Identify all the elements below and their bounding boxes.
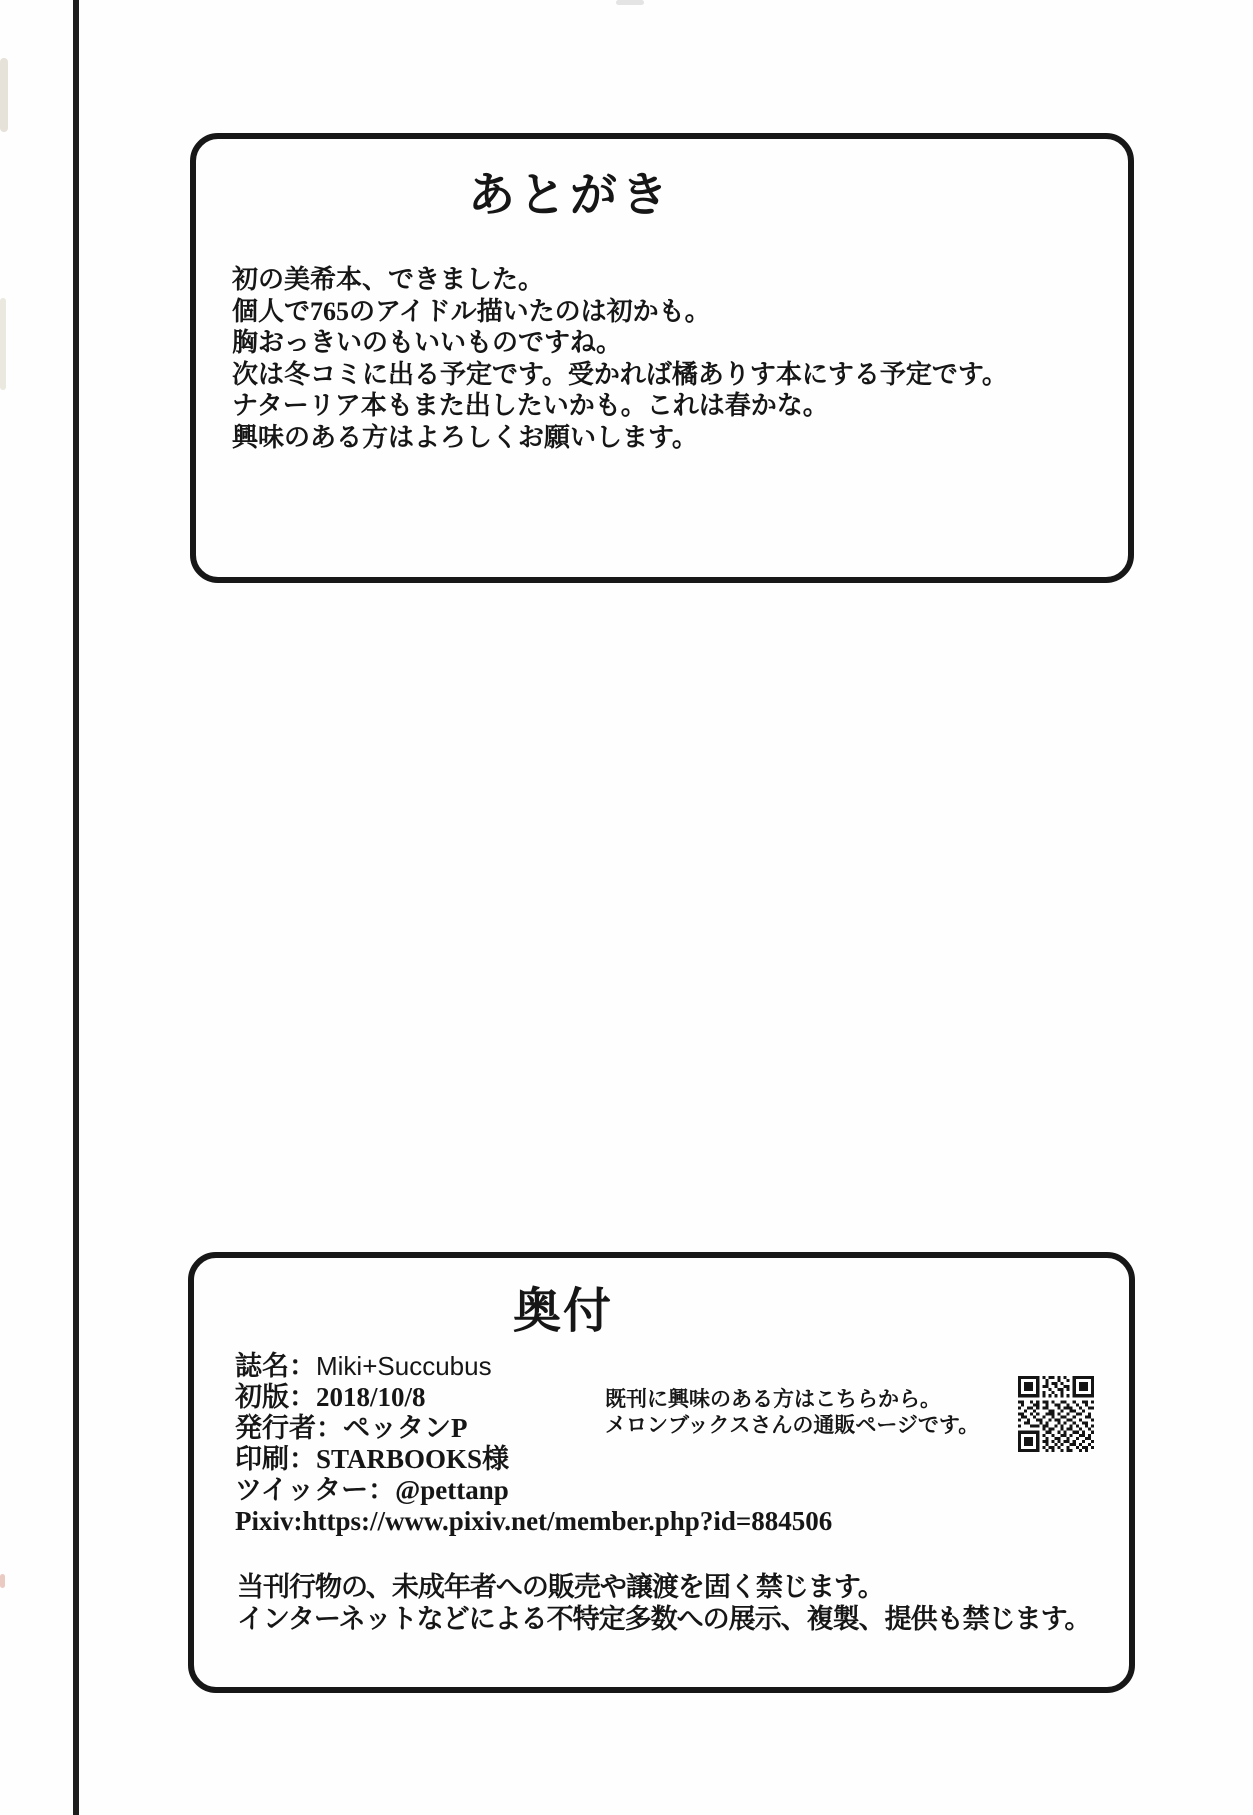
colophon-field-pixiv-url: [235, 1506, 832, 1537]
field-value: ペッタンP: [343, 1413, 468, 1443]
distribution-notice: [237, 1571, 1090, 1635]
field-label: 初版：: [235, 1382, 316, 1412]
afterword-line: 次は冬コミに出る予定です。受かれば橘ありす本にする予定です。: [232, 359, 1008, 389]
afterword-line: 胸おっきいのもいいものですね。: [232, 328, 623, 357]
page-edge-rule: [73, 0, 79, 1815]
scan-artifact: [0, 298, 6, 390]
field-label: 誌名：: [235, 1351, 316, 1381]
field-label: Pixiv:: [235, 1506, 303, 1536]
field-label: ツイッター：: [235, 1475, 396, 1505]
notice-line: インターネットなどによる不特定多数への展示、複製、提供も禁じます。: [237, 1604, 1091, 1634]
colophon-fields: [235, 1351, 832, 1537]
shop-note-line: 既刊に興味のある方はこちらから。: [605, 1387, 941, 1411]
field-label: 印刷：: [235, 1444, 316, 1474]
colophon-field-printer: [235, 1444, 832, 1475]
afterword-line: ナターリア本もまた出したいかも。これは春かな。: [232, 391, 829, 420]
colophon-field-title: [235, 1351, 832, 1382]
notice-line: 当刊行物の、未成年者への販売や譲渡を固く禁じます。: [237, 1572, 884, 1602]
afterword-body: [232, 264, 1008, 453]
field-value: STARBOOKS様: [316, 1444, 510, 1474]
afterword-line: 興味のある方はよろしくお願いします。: [232, 422, 698, 452]
qr-code: [1018, 1376, 1094, 1452]
colophon-field-twitter: [235, 1475, 832, 1506]
field-value: 2018/10/8: [316, 1382, 426, 1412]
colophon-title: 奥付: [513, 1285, 614, 1338]
afterword-line: 初の美希本、できました。: [232, 265, 545, 294]
shop-note: [605, 1386, 979, 1438]
field-value: @pettanp: [395, 1475, 509, 1505]
scan-artifact: [616, 0, 644, 5]
field-value: Miki+Succubus: [316, 1351, 492, 1381]
shop-note-line: メロンブックスさんの通販ページです。: [605, 1413, 980, 1437]
field-value: https://www.pixiv.net/member.php?id=884506: [302, 1506, 833, 1536]
afterword-title: あとがき: [468, 170, 672, 222]
field-label: 発行者：: [235, 1413, 343, 1443]
scan-artifact: [0, 58, 8, 132]
scan-artifact: [0, 1574, 5, 1588]
afterword-line: 個人で765のアイドル描いたのは初かも。: [232, 296, 711, 326]
